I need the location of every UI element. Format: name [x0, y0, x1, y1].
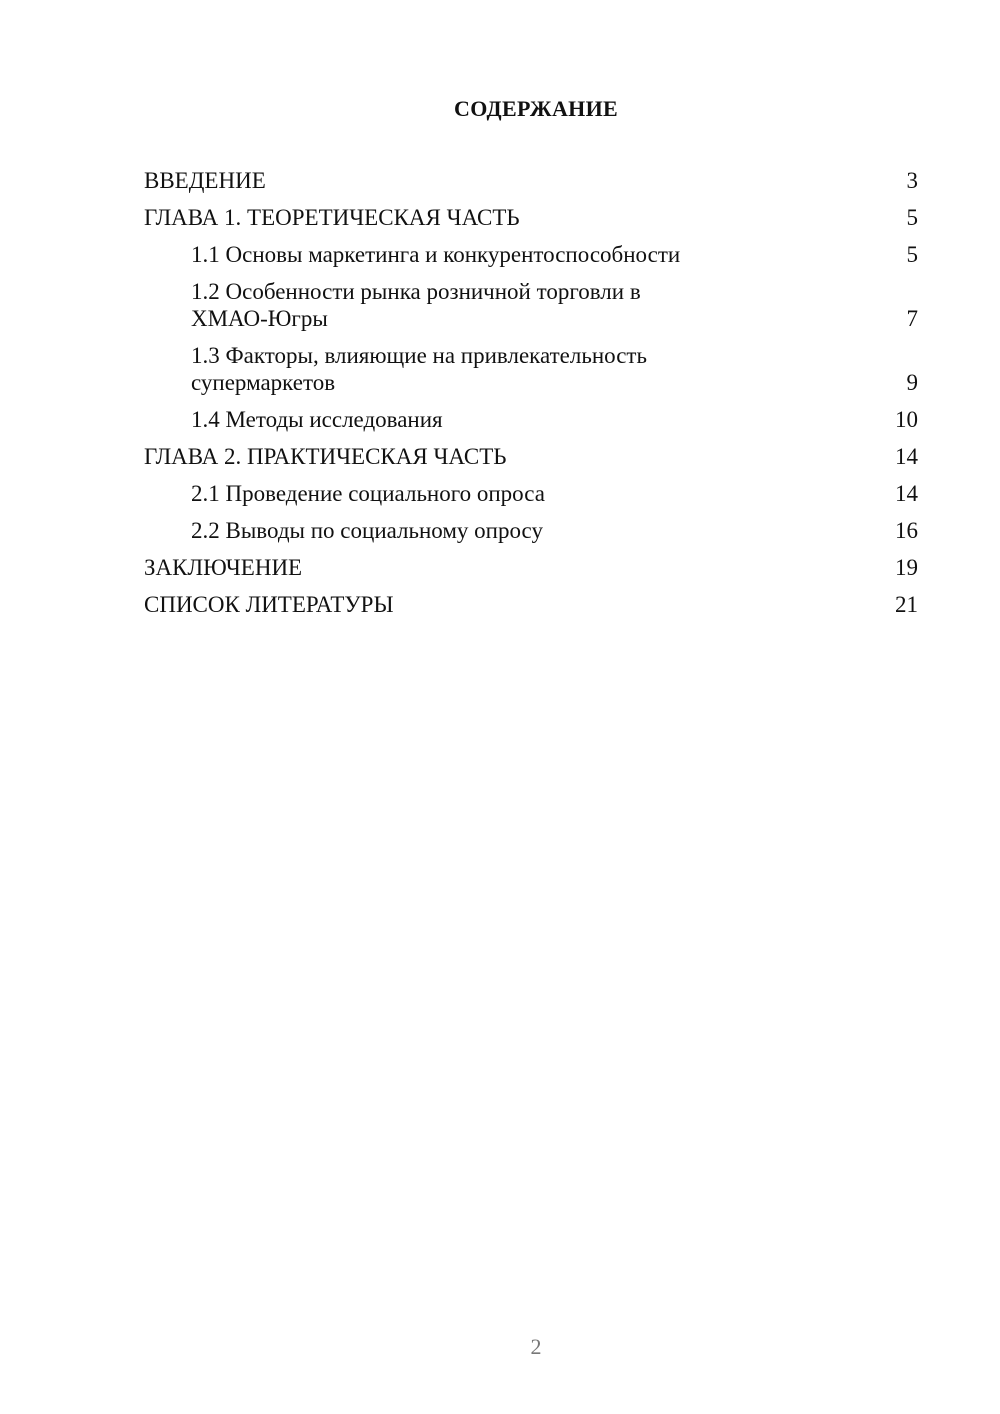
toc-entry-label: 2.2 Выводы по социальному опросу	[191, 518, 543, 543]
toc-entry-page: 14	[895, 444, 918, 469]
table-of-contents	[144, 167, 918, 628]
toc-entry-label: 2.1 Проведение социального опроса	[191, 481, 545, 506]
toc-entry-page: 9	[906, 370, 918, 395]
toc-entry-section-2-2[interactable]	[144, 517, 918, 544]
toc-entry-references[interactable]	[144, 591, 918, 618]
page-title: СОДЕРЖАНИЕ	[454, 96, 618, 121]
toc-entry-page: 5	[906, 242, 918, 267]
toc-entry-page: 16	[895, 518, 918, 543]
toc-entry-label: 1.3 Факторы, влияющие на привлекательность супермаркетов	[191, 343, 647, 395]
toc-entry-label: 1.2 Особенности рынка розничной торговли в ХМАО-Югры	[191, 279, 641, 331]
toc-entry-section-2-1[interactable]	[144, 480, 918, 507]
toc-entry-label: ГЛАВА 1. ТЕОРЕТИЧЕСКАЯ ЧАСТЬ	[144, 205, 520, 230]
page-number: 2	[530, 1334, 542, 1359]
toc-entry-label: ГЛАВА 2. ПРАКТИЧЕСКАЯ ЧАСТЬ	[144, 444, 507, 469]
toc-entry-page: 10	[895, 407, 918, 432]
toc-entry-page: 3	[906, 168, 918, 193]
toc-entry-section-1-2[interactable]	[144, 278, 918, 332]
toc-entry-chapter-2[interactable]	[144, 443, 918, 470]
toc-entry-label: 1.1 Основы маркетинга и конкурентоспособности	[191, 242, 681, 267]
toc-entry-label: ЗАКЛЮЧЕНИЕ	[144, 555, 303, 580]
toc-entry-section-1-3[interactable]	[144, 342, 918, 396]
toc-entry-introduction[interactable]	[144, 167, 918, 194]
toc-entry-page: 14	[895, 481, 918, 506]
toc-entry-page: 7	[906, 306, 918, 331]
toc-entry-section-1-4[interactable]	[144, 406, 918, 433]
toc-entry-section-1-1[interactable]	[144, 241, 918, 268]
toc-entry-label: ВВЕДЕНИЕ	[144, 168, 266, 193]
toc-entry-label: 1.4 Методы исследования	[191, 407, 443, 432]
toc-entry-page: 21	[895, 592, 918, 617]
toc-entry-label: СПИСОК ЛИТЕРАТУРЫ	[144, 592, 394, 617]
toc-entry-chapter-1[interactable]	[144, 204, 918, 231]
toc-entry-page: 19	[895, 555, 918, 580]
toc-entry-page: 5	[906, 205, 918, 230]
toc-entry-conclusion[interactable]	[144, 554, 918, 581]
